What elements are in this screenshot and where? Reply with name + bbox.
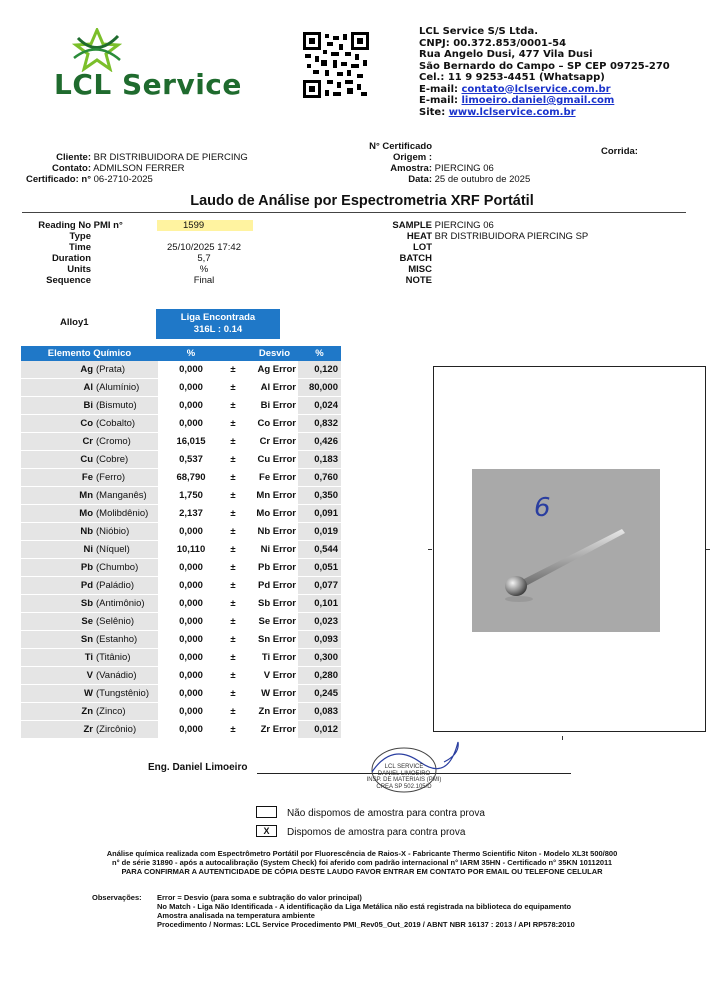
- table-row: [21, 523, 341, 541]
- batch-label: BATCH: [399, 253, 432, 264]
- obs-line3: Amostra analisada na temperatura ambiente: [157, 911, 315, 920]
- element-name: (Nióbio): [96, 523, 158, 541]
- no-counterproof-checkbox[interactable]: [256, 806, 277, 818]
- error-value: 0,280: [298, 667, 341, 685]
- error-symbol: Cu Error: [242, 451, 298, 469]
- element-percent: 16,015: [158, 433, 224, 451]
- pmi-label: PMI n°: [93, 220, 123, 231]
- element-name: (Titânio): [96, 649, 158, 667]
- observations: [157, 893, 575, 929]
- signature-stamp: [362, 736, 462, 798]
- element-symbol: Pd: [21, 577, 96, 595]
- handwritten-number: 6: [534, 493, 551, 523]
- obs-line2: No Match - Liga Não Identificada - A identificação da Liga Metálica não está registrada na biblioteca do equipamento: [157, 902, 572, 911]
- error-symbol: Ti Error: [242, 649, 298, 667]
- element-symbol: Pb: [21, 559, 96, 577]
- heat-value: BR DISTRIBUIDORA PIERCING SP: [434, 231, 589, 242]
- element-symbol: Fe: [21, 469, 96, 487]
- table-row: [21, 667, 341, 685]
- error-value: 0,350: [298, 487, 341, 505]
- sample-label: SAMPLE: [392, 220, 432, 231]
- error-symbol: Pb Error: [242, 559, 298, 577]
- footer-notes: [0, 849, 724, 876]
- plus-minus-sign: ±: [224, 649, 242, 667]
- element-symbol: Ag: [21, 361, 96, 379]
- element-percent: 0,000: [158, 703, 224, 721]
- alloy-result-box: [156, 309, 280, 339]
- alloy-label: Alloy1: [60, 317, 89, 328]
- table-row: [21, 613, 341, 631]
- element-name: (Antimônio): [96, 595, 158, 613]
- error-value: 0,544: [298, 541, 341, 559]
- error-symbol: Sb Error: [242, 595, 298, 613]
- element-symbol: Sn: [21, 631, 96, 649]
- element-symbol: Nb: [21, 523, 96, 541]
- table-row: [21, 541, 341, 559]
- table-row: [21, 649, 341, 667]
- table-row: [21, 631, 341, 649]
- table-row: [21, 379, 341, 397]
- element-name: (Cromo): [96, 433, 158, 451]
- footer-line3: PARA CONFIRMAR A AUTENTICIDADE DE CÓPIA DESTE LAUDO FAVOR ENTRAR EM CONTATO POR EMAIL OU TELEFONE CELULAR: [121, 867, 603, 876]
- error-symbol: Zn Error: [242, 703, 298, 721]
- element-percent: 0,000: [158, 361, 224, 379]
- col-header-desvio: Desvio: [224, 346, 298, 361]
- email2-link[interactable]: limoeiro.daniel@gmail.com: [461, 95, 615, 106]
- email2-label: E-mail:: [419, 95, 462, 106]
- sample-info: [350, 220, 588, 286]
- element-name: (Bismuto): [96, 397, 158, 415]
- obs-line4: Procedimento / Normas: LCL Service Procedimento PMI_Rev05_Out_2019 / ABNT NBR 16137 : 2013 / API RP578:2010: [157, 920, 575, 929]
- table-row: [21, 685, 341, 703]
- plus-minus-sign: ±: [224, 361, 242, 379]
- page-title: Laudo de Análise por Espectrometria XRF Portátil: [190, 193, 534, 209]
- star-logo-icon: [68, 28, 126, 72]
- plus-minus-sign: ±: [224, 505, 242, 523]
- element-symbol: Cu: [21, 451, 96, 469]
- table-row: [21, 433, 341, 451]
- element-name: (Estanho): [96, 631, 158, 649]
- error-value: 0,760: [298, 469, 341, 487]
- element-name: (Selênio): [96, 613, 158, 631]
- data-value: 25 de outubro de 2025: [434, 174, 531, 185]
- col-header-error-pct: %: [298, 346, 341, 361]
- element-name: (Manganês): [96, 487, 158, 505]
- error-symbol: Mn Error: [242, 487, 298, 505]
- error-symbol: Fe Error: [242, 469, 298, 487]
- site-label: Site:: [419, 106, 449, 118]
- corrida-label: Corrida:: [601, 146, 638, 157]
- duration-value: 5,7: [197, 253, 211, 264]
- element-name: (Chumbo): [96, 559, 158, 577]
- reading-label: Reading No: [38, 220, 91, 231]
- plus-minus-sign: ±: [224, 397, 242, 415]
- table-row: [21, 577, 341, 595]
- element-symbol: Al: [21, 379, 96, 397]
- element-name: (Vanádio): [96, 667, 158, 685]
- element-percent: 0,537: [158, 451, 224, 469]
- error-symbol: Bi Error: [242, 397, 298, 415]
- col-header-element: Elemento Químico: [21, 346, 158, 361]
- plus-minus-sign: ±: [224, 541, 242, 559]
- plus-minus-sign: ±: [224, 379, 242, 397]
- alloy-box-value: 316L : 0.14: [193, 324, 243, 335]
- table-row: [21, 505, 341, 523]
- element-percent: 0,000: [158, 613, 224, 631]
- error-symbol: Ni Error: [242, 541, 298, 559]
- element-percent: 0,000: [158, 559, 224, 577]
- element-name: (Tungstênio): [96, 685, 158, 703]
- counterproof-checkbox[interactable]: X: [256, 825, 277, 837]
- element-symbol: Mo: [21, 505, 96, 523]
- email1-link[interactable]: contato@lclservice.com.br: [461, 83, 611, 95]
- plus-minus-sign: ±: [224, 433, 242, 451]
- element-symbol: Se: [21, 613, 96, 631]
- error-value: 0,024: [298, 397, 341, 415]
- element-percent: 2,137: [158, 505, 224, 523]
- table-row: [21, 469, 341, 487]
- company-address: Rua Angelo Dusi, 477 Vila Dusi: [419, 49, 593, 60]
- email1-label: E-mail:: [419, 83, 462, 95]
- frame-mark-bottom: [562, 736, 563, 740]
- time-value: 25/10/2025 17:42: [167, 242, 241, 253]
- counterproof-label: Dispomos de amostra para contra prova: [287, 827, 466, 838]
- error-symbol: Ag Error: [242, 361, 298, 379]
- origem-label: Origem :: [392, 152, 432, 163]
- certificate-info: [330, 141, 530, 185]
- element-symbol: Bi: [21, 397, 96, 415]
- element-percent: 0,000: [158, 577, 224, 595]
- company-city: São Bernardo do Campo – SP CEP 09725-270: [419, 60, 670, 72]
- element-symbol: Zn: [21, 703, 96, 721]
- title-divider: [22, 212, 686, 213]
- data-label: Data:: [408, 174, 432, 185]
- error-value: 80,000: [298, 379, 341, 397]
- element-percent: 0,000: [158, 667, 224, 685]
- time-label: Time: [68, 242, 91, 253]
- element-symbol: Sb: [21, 595, 96, 613]
- sample-value: PIERCING 06: [434, 220, 494, 231]
- frame-mark-left: [428, 549, 432, 550]
- element-name: (Cobre): [96, 451, 158, 469]
- plus-minus-sign: ±: [224, 631, 242, 649]
- reading-values: [142, 242, 266, 286]
- plus-minus-sign: ±: [224, 451, 242, 469]
- plus-minus-sign: ±: [224, 415, 242, 433]
- error-value: 0,091: [298, 505, 341, 523]
- plus-minus-sign: ±: [224, 559, 242, 577]
- error-symbol: W Error: [242, 685, 298, 703]
- error-value: 0,093: [298, 631, 341, 649]
- plus-minus-sign: ±: [224, 523, 242, 541]
- units-label: Units: [67, 264, 91, 275]
- observations-label: Observações:: [92, 893, 142, 902]
- element-symbol: Co: [21, 415, 96, 433]
- plus-minus-sign: ±: [224, 721, 242, 739]
- element-name: (Zircônio): [96, 721, 158, 739]
- footer-line2: n° de série 31890 - após a autocalibração (System Check) foi aferido com padrão internacional n° IARM 35HN - Certificado n° 35KN 10112011: [111, 858, 612, 867]
- error-symbol: Sn Error: [242, 631, 298, 649]
- error-value: 0,101: [298, 595, 341, 613]
- misc-label: MISC: [408, 264, 432, 275]
- table-row: [21, 703, 341, 721]
- element-table-body: [21, 361, 341, 739]
- company-name: LCL Service S/S Ltda.: [419, 26, 539, 37]
- table-row: [21, 595, 341, 613]
- lot-label: LOT: [413, 242, 432, 253]
- duration-label: Duration: [51, 253, 91, 264]
- obs-line1: Error = Desvio (para soma e subtração do valor principal): [157, 893, 362, 902]
- sequence-label: Sequence: [46, 275, 91, 286]
- table-row: [21, 487, 341, 505]
- amostra-value: PIERCING 06: [434, 163, 494, 174]
- error-value: 0,832: [298, 415, 341, 433]
- element-name: (Molibdênio): [96, 505, 158, 523]
- element-symbol: W: [21, 685, 96, 703]
- plus-minus-sign: ±: [224, 667, 242, 685]
- error-value: 0,183: [298, 451, 341, 469]
- contato-value: ADMILSON FERRER: [93, 163, 185, 174]
- plus-minus-sign: ±: [224, 469, 242, 487]
- error-symbol: V Error: [242, 667, 298, 685]
- error-value: 0,019: [298, 523, 341, 541]
- units-value: %: [199, 264, 209, 275]
- cliente-label: Cliente:: [56, 152, 91, 163]
- error-symbol: Al Error: [242, 379, 298, 397]
- element-symbol: Ni: [21, 541, 96, 559]
- error-value: 0,120: [298, 361, 341, 379]
- piercing-pin-icon: [472, 469, 660, 632]
- error-symbol: Mo Error: [242, 505, 298, 523]
- stamp-line3: INSP. DE MATERIAIS (PMI): [366, 777, 442, 783]
- frame-mark-right: [706, 549, 710, 550]
- error-value: 0,012: [298, 721, 341, 739]
- error-symbol: Cr Error: [242, 433, 298, 451]
- stamp-line1: LCL SERVICE: [384, 764, 424, 770]
- table-row: [21, 721, 341, 739]
- element-name: (Paládio): [96, 577, 158, 595]
- company-logo: [48, 28, 248, 108]
- site-link[interactable]: www.lclservice.com.br: [448, 106, 576, 118]
- certificado-value: 06-2710-2025: [93, 174, 153, 185]
- element-percent: 0,000: [158, 415, 224, 433]
- element-percent: 0,000: [158, 523, 224, 541]
- company-cnpj: CNPJ: 00.372.853/0001-54: [419, 37, 567, 49]
- error-symbol: Zr Error: [242, 721, 298, 739]
- element-name: (Alumínio): [96, 379, 158, 397]
- stamp-line2: DANIEL LIMOEIRO: [377, 770, 431, 777]
- element-percent: 0,000: [158, 649, 224, 667]
- reading-info: [0, 220, 123, 286]
- plus-minus-sign: ±: [224, 487, 242, 505]
- cliente-value: BR DISTRIBUIDORA DE PIERCING: [93, 152, 248, 163]
- heat-label: HEAT: [406, 231, 432, 242]
- element-percent: 0,000: [158, 595, 224, 613]
- table-row: [21, 415, 341, 433]
- amostra-label: Amostra:: [390, 163, 432, 174]
- plus-minus-sign: ±: [224, 613, 242, 631]
- note-label: NOTE: [405, 275, 432, 286]
- table-row: [21, 397, 341, 415]
- table-row: [21, 361, 341, 379]
- contato-label: Contato:: [51, 163, 91, 174]
- pmi-value: 1599: [157, 220, 253, 231]
- sequence-value: Final: [193, 275, 215, 286]
- element-symbol: V: [21, 667, 96, 685]
- element-symbol: Zr: [21, 721, 96, 739]
- element-symbol: Cr: [21, 433, 96, 451]
- element-name: (Prata): [96, 361, 158, 379]
- error-value: 0,426: [298, 433, 341, 451]
- element-percent: 1,750: [158, 487, 224, 505]
- error-value: 0,077: [298, 577, 341, 595]
- table-row: [21, 559, 341, 577]
- type-label: Type: [69, 231, 91, 242]
- company-info: [419, 26, 670, 118]
- error-symbol: Pd Error: [242, 577, 298, 595]
- no-counterproof-label: Não dispomos de amostra para contra prova: [287, 808, 485, 819]
- error-value: 0,245: [298, 685, 341, 703]
- element-percent: 0,000: [158, 685, 224, 703]
- element-percent: 0,000: [158, 721, 224, 739]
- plus-minus-sign: ±: [224, 595, 242, 613]
- plus-minus-sign: ±: [224, 577, 242, 595]
- logo-text: LCL Service: [54, 68, 242, 101]
- qr-code-icon: [303, 32, 369, 98]
- error-value: 0,051: [298, 559, 341, 577]
- ncert-label: N° Certificado: [369, 141, 432, 152]
- element-percent: 68,790: [158, 469, 224, 487]
- plus-minus-sign: ±: [224, 685, 242, 703]
- col-header-pct: %: [158, 346, 224, 361]
- error-value: 0,023: [298, 613, 341, 631]
- element-name: (Ferro): [96, 469, 158, 487]
- alloy-box-title: Liga Encontrada: [180, 312, 256, 323]
- error-symbol: Nb Error: [242, 523, 298, 541]
- company-phone: Cel.: 11 9 9253-4451 (Whatsapp): [419, 72, 605, 83]
- element-name: (Zinco): [96, 703, 158, 721]
- element-percent: 0,000: [158, 397, 224, 415]
- element-percent: 10,110: [158, 541, 224, 559]
- table-row: [21, 451, 341, 469]
- element-symbol: Ti: [21, 649, 96, 667]
- element-percent: 0,000: [158, 379, 224, 397]
- error-value: 0,300: [298, 649, 341, 667]
- plus-minus-sign: ±: [224, 703, 242, 721]
- sample-photo: [472, 469, 660, 632]
- client-info: [0, 152, 248, 185]
- element-symbol: Mn: [21, 487, 96, 505]
- element-table: [21, 346, 341, 739]
- error-value: 0,083: [298, 703, 341, 721]
- stamp-line4: CREA SP 502.105/D: [376, 783, 432, 790]
- error-symbol: Co Error: [242, 415, 298, 433]
- certificado-label: Certificado: n°: [25, 174, 91, 185]
- footer-line1: Análise química realizada com Espectrômetro Portátil por Fluorescência de Raios-X - Fabricante Thermo Scientific Niton - Modelo XL3t 500/800: [106, 849, 618, 858]
- element-name: (Cobalto): [96, 415, 158, 433]
- element-name: (Níquel): [96, 541, 158, 559]
- engineer-name: Eng. Daniel Limoeiro: [148, 762, 248, 773]
- error-symbol: Se Error: [242, 613, 298, 631]
- element-percent: 0,000: [158, 631, 224, 649]
